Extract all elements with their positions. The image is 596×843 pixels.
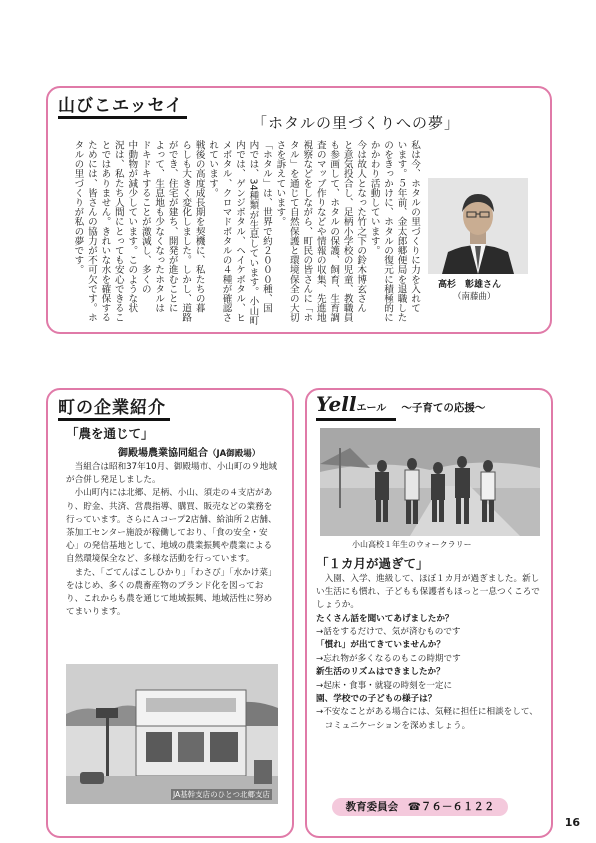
essay-column: 今は故人となった竹之下の鈴木博玄さん xyxy=(355,140,367,313)
yell-answer-3: →起床・食事・就寝の時刻を一定に xyxy=(316,680,453,691)
yell-tagline: ～子育ての応援～ xyxy=(401,402,486,414)
contact-label: 教育委員会 xyxy=(345,801,399,813)
essay-column: 「ホタル」は、世界で約２０００種、国 xyxy=(260,140,272,313)
contact-phone: ☎７６－６１２２ xyxy=(407,801,495,813)
yell-qa-2 xyxy=(316,639,544,666)
company-paragraph-2: 小山町内には北郷、足柄、小山、須走の４支店があり、貯金、共済、営農指導、購買、販売などの業務を行っています。さらにＡコープ2店舗、給油所２店舗、茶加工センター施設が稼働しており、「食の安全・安心」の発信基地として、地域の農業振興や農業による自然環境保全など、多様な活動を行っています。 xyxy=(66,488,277,565)
yell-question-1: たくさん話を聞いてあげましたか？ xyxy=(316,613,454,624)
yell-question-4: 園、学校での子どもの様子は？ xyxy=(316,694,437,705)
yell-contact xyxy=(332,798,508,816)
essay-column: 況は、私たち人間にとっても安心できるこ xyxy=(112,140,124,323)
yell-qa-3 xyxy=(316,666,544,693)
essay-column: 視察などをしながら、町民の皆さんに「ホ xyxy=(301,140,313,323)
yell-question-3: 新生活のリズムはできましたか？ xyxy=(316,667,445,678)
essay-column: ができ、住宅が建ち、開発が進むことに xyxy=(166,140,178,313)
branch-photo xyxy=(66,664,278,804)
essay-column: らしも大きく変化しました。しかし、道路 xyxy=(180,140,192,323)
essay-column: よって、生息地も少なくなったホタルは xyxy=(153,140,165,313)
yell-answer-4: →不安なことがある場合には、気軽に担任に相談をして、コミュニケーションを深めましょう。 xyxy=(316,707,538,731)
essay-column: タルの里づくりが私の夢です。 xyxy=(72,140,84,275)
essay-column: 私は今、ホタルの里づくりに力を入れて xyxy=(409,140,420,313)
company-subtitle: 「農を通じて」 xyxy=(66,426,154,441)
essay-column: ドキドキすることが激減し、多くの xyxy=(139,140,151,294)
walk-rally-caption: 小山高校１年生のウォークラリー xyxy=(352,540,472,549)
yell-qa-1 xyxy=(316,613,544,640)
essay-column: も参画して、ホタルの保護、飼育、生育調 xyxy=(328,140,340,323)
essay-column: かかわり活動しています。 xyxy=(368,140,380,256)
yell-answer-2: →忘れ物が多くなるのもこの時期です xyxy=(316,653,461,664)
yell-header-underline xyxy=(316,418,396,421)
essay-column: 内では、ゲンジボタル、ヘイケボタル、ヒ xyxy=(234,140,245,323)
org-name: 御殿場農業協同組合 xyxy=(118,448,208,459)
author-name: 高杉 彰雄さん xyxy=(438,280,502,290)
yell-header xyxy=(316,392,485,416)
branch-photo-caption: JA基幹支店のひとつ北郷支店 xyxy=(172,790,270,799)
essay-title: 「ホタルの里づくりへの夢」 xyxy=(252,114,461,132)
company-org xyxy=(118,444,260,459)
company-text xyxy=(66,461,278,619)
author-photo xyxy=(428,178,528,274)
essay-column: のをきっかけに、ホタルの復元に積極的に xyxy=(382,140,394,323)
essay-column: 戦後の高度成長期を契機に、私たちの暮 xyxy=(193,140,205,313)
essay-column: ためには、皆さんの協力が不可欠です。ホ xyxy=(85,140,97,323)
yell-content xyxy=(316,573,544,733)
essay-column: タル」を通じて自然保護と環境保全の大切 xyxy=(287,140,299,323)
org-abbr: （JA御殿場） xyxy=(208,449,261,459)
essay-column: 中動物が減少しています。このような状 xyxy=(126,140,138,313)
essay-column: さを訴えています。 xyxy=(274,140,286,227)
company-paragraph-3: また、「ごてんばこしひかり」「わさび」「水かけ菜」をはじめ、多くの農畜産物のブランド化を図っており、これからも農を通じて地域振興、地域活性に努めてまいります。 xyxy=(66,567,277,618)
essay-column: れています。 xyxy=(207,140,219,198)
yell-title: 「１カ月が過ぎて」 xyxy=(316,556,429,571)
yell-question-2: 「慣れ」が出てきていませんか？ xyxy=(316,640,445,651)
essay-column: 内では、34種類が生息しています。小山町 xyxy=(247,140,259,326)
essay-body xyxy=(70,140,420,328)
yell-logo: Yell xyxy=(316,392,357,416)
yell-intro: 入園、入学、進級して、ほぼ１カ月が過ぎました。新しい生活にも慣れ、子どもも保護者もほっと一息つくころでしょうか。 xyxy=(316,574,540,611)
yell-answer-1: →話をするだけで、気が済むものです xyxy=(316,627,461,638)
essay-column: とではありません。きれいな水を確保する xyxy=(99,140,111,323)
essay-column: と意気投合し、足柄小学校の児童、教職員 xyxy=(341,140,353,323)
essay-column: メボタル、クロマドボタルの４種が確認さ xyxy=(220,140,232,323)
essay-heading: 山びこエッセイ xyxy=(58,91,183,116)
walk-rally-photo xyxy=(320,428,540,536)
company-heading: 町の企業紹介 xyxy=(58,393,166,418)
essay-column: 査のマップ作りなどや情報の収集、先進地 xyxy=(314,140,326,323)
yell-logo-kana: エール xyxy=(356,403,387,414)
page-number: 16 xyxy=(564,816,580,829)
yell-qa-4 xyxy=(316,693,544,733)
author-area: （南藤曲） xyxy=(453,292,496,302)
essay-column: います。５年前、金太郎郷便局を退職した xyxy=(395,140,407,323)
company-paragraph-1: 当組合は昭和37年10月、御殿場市、小山町の９地域が合併し発足しました。 xyxy=(66,462,277,486)
